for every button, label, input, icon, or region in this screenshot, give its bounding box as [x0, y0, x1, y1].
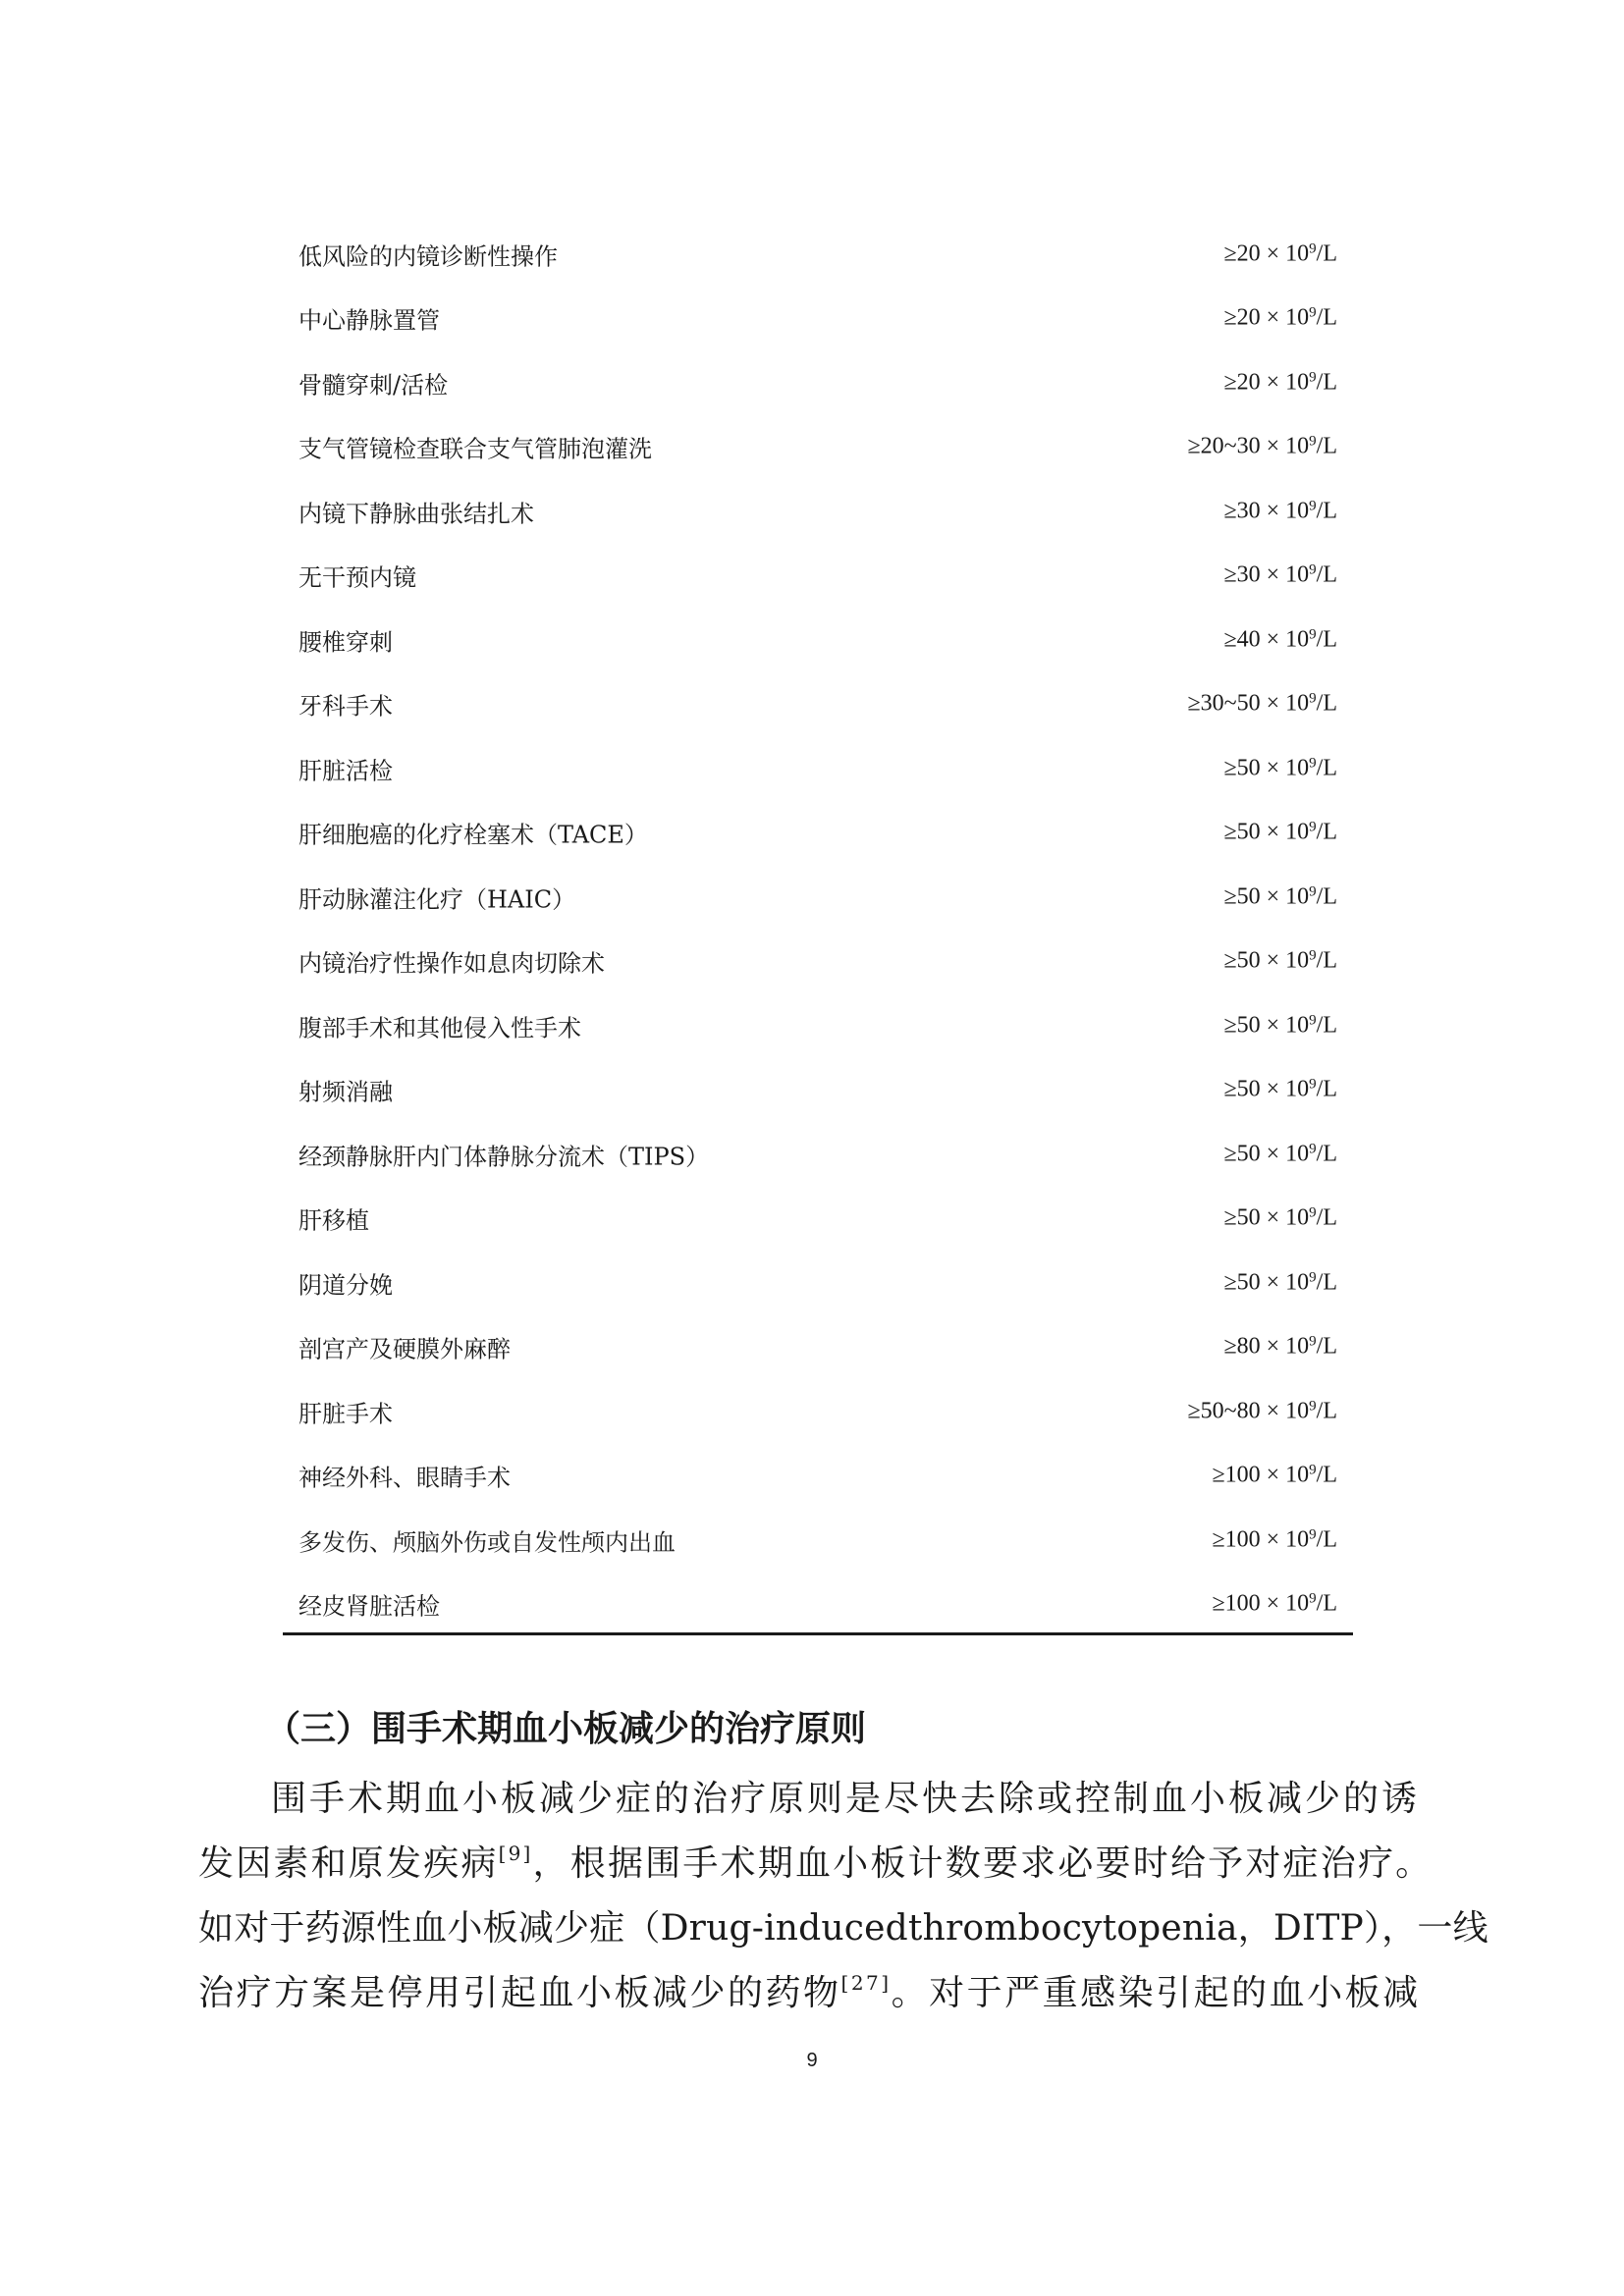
table-row	[283, 350, 1353, 415]
platelet-threshold: $\ge 50 \times 10^9/L$	[1223, 883, 1337, 910]
procedure-name: 骨髓穿刺/活检	[298, 371, 449, 400]
platelet-threshold: $\ge 30 \times 10^9/L$	[1223, 561, 1337, 588]
platelet-threshold: ≥30~50 × $10^9/L$	[1187, 690, 1337, 717]
platelet-threshold: $\ge 100 \times 10^9/L$	[1212, 1462, 1337, 1488]
citation-ref: [27]	[840, 1971, 892, 1995]
section-paragraph	[198, 1767, 1489, 2026]
platelet-threshold: $\ge 80 \times 10^9/L$	[1223, 1333, 1337, 1360]
citation-ref: [9]	[498, 1842, 533, 1865]
procedure-name: 剖宫产及硬膜外麻醉	[298, 1335, 511, 1363]
platelet-threshold: $\ge 100 \times 10^9/L$	[1212, 1590, 1337, 1617]
platelet-threshold: $\ge 50 \times 10^9/L$	[1223, 947, 1337, 974]
platelet-threshold: $\ge 50 \times 10^9/L$	[1223, 1141, 1337, 1167]
table-row	[283, 1444, 1353, 1509]
paragraph-line: 发因素和原发疾病[9]，根据围手术期血小板计数要求必要时给予对症治疗。	[198, 1842, 1434, 1884]
procedure-name: 中心静脉置管	[298, 306, 440, 335]
table-row	[283, 608, 1353, 672]
table-row	[283, 1058, 1353, 1123]
platelet-threshold: $\ge 40 \times 10^9/L$	[1223, 626, 1337, 653]
table-row	[283, 479, 1353, 544]
table-row	[283, 1573, 1353, 1637]
procedure-name: 内镜下静脉曲张结扎术	[298, 500, 534, 528]
table-row	[283, 544, 1353, 609]
table-bottom-rule	[283, 1632, 1353, 1635]
table-row	[283, 222, 1353, 287]
table-row	[283, 1379, 1353, 1444]
procedure-name: 神经外科、眼睛手术	[298, 1464, 511, 1492]
procedure-name: 肝动脉灌注化疗（HAIC）	[298, 885, 576, 914]
procedure-name: 阴道分娩	[298, 1271, 393, 1300]
table-row	[283, 930, 1353, 994]
procedure-name: 腰椎穿刺	[298, 628, 393, 657]
procedure-name: 多发伤、颅脑外伤或自发性颅内出血	[298, 1528, 676, 1557]
paragraph-line: 治疗方案是停用引起血小板减少的药物[27]。对于严重感染引起的血小板减	[198, 1971, 1421, 2013]
procedure-name: 支气管镜检查联合支气管肺泡灌洗	[298, 435, 652, 463]
table-row	[283, 415, 1353, 480]
platelet-threshold: $\ge 50 \times 10^9/L$	[1223, 1269, 1337, 1296]
paragraph-line: 如对于药源性血小板减少症（Drug-inducedthrombocytopenia，DITP），一线	[198, 1908, 1489, 1949]
table-row	[283, 993, 1353, 1058]
platelet-threshold: $\ge 100 \times 10^9/L$	[1212, 1526, 1337, 1553]
table-row	[283, 736, 1353, 801]
procedure-name: 低风险的内镜诊断性操作	[298, 242, 558, 271]
paragraph-line: 围手术期血小板减少症的治疗原则是尽快去除或控制血小板减少的诱	[271, 1779, 1421, 1819]
platelet-threshold: ≥20~30 × $10^9/L$	[1187, 433, 1337, 459]
platelet-threshold-table	[283, 222, 1353, 1636]
procedure-name: 射频消融	[298, 1078, 393, 1106]
procedure-name: 内镜治疗性操作如息肉切除术	[298, 949, 605, 978]
platelet-threshold: $\ge 30 \times 10^9/L$	[1223, 498, 1337, 524]
table-row	[283, 1251, 1353, 1315]
platelet-threshold: $\ge 20 \times 10^9/L$	[1223, 240, 1337, 267]
platelet-threshold: $\ge 50 \times 10^9/L$	[1223, 819, 1337, 845]
platelet-threshold: $\ge 20 \times 10^9/L$	[1223, 369, 1337, 396]
platelet-threshold: ≥50~80 × $10^9/L$	[1187, 1398, 1337, 1424]
table-row	[283, 1122, 1353, 1187]
procedure-name: 经颈静脉肝内门体静脉分流术（TIPS）	[298, 1143, 710, 1171]
section-heading: （三）围手术期血小板减少的治疗原则	[265, 1709, 867, 1749]
procedure-name: 腹部手术和其他侵入性手术	[298, 1014, 581, 1042]
procedure-name: 无干预内镜	[298, 563, 416, 592]
table-row	[283, 801, 1353, 866]
procedure-name: 牙科手术	[298, 692, 393, 721]
procedure-name: 肝脏活检	[298, 757, 393, 785]
platelet-threshold: $\ge 50 \times 10^9/L$	[1223, 755, 1337, 781]
platelet-threshold: $\ge 50 \times 10^9/L$	[1223, 1012, 1337, 1039]
table-row	[283, 1508, 1353, 1573]
table-row	[283, 865, 1353, 930]
table-row	[283, 672, 1353, 737]
procedure-name: 肝脏手术	[298, 1400, 393, 1428]
table-row	[283, 1315, 1353, 1380]
platelet-threshold: $\ge 50 \times 10^9/L$	[1223, 1204, 1337, 1231]
platelet-threshold: $\ge 20 \times 10^9/L$	[1223, 304, 1337, 331]
procedure-name: 肝细胞癌的化疗栓塞术（TACE）	[298, 821, 648, 849]
table-row	[283, 1187, 1353, 1252]
page-number: 9	[806, 2050, 818, 2071]
procedure-name: 经皮肾脏活检	[298, 1592, 440, 1621]
platelet-threshold: $\ge 50 \times 10^9/L$	[1223, 1076, 1337, 1102]
table-row	[283, 287, 1353, 351]
procedure-name: 肝移植	[298, 1206, 369, 1235]
